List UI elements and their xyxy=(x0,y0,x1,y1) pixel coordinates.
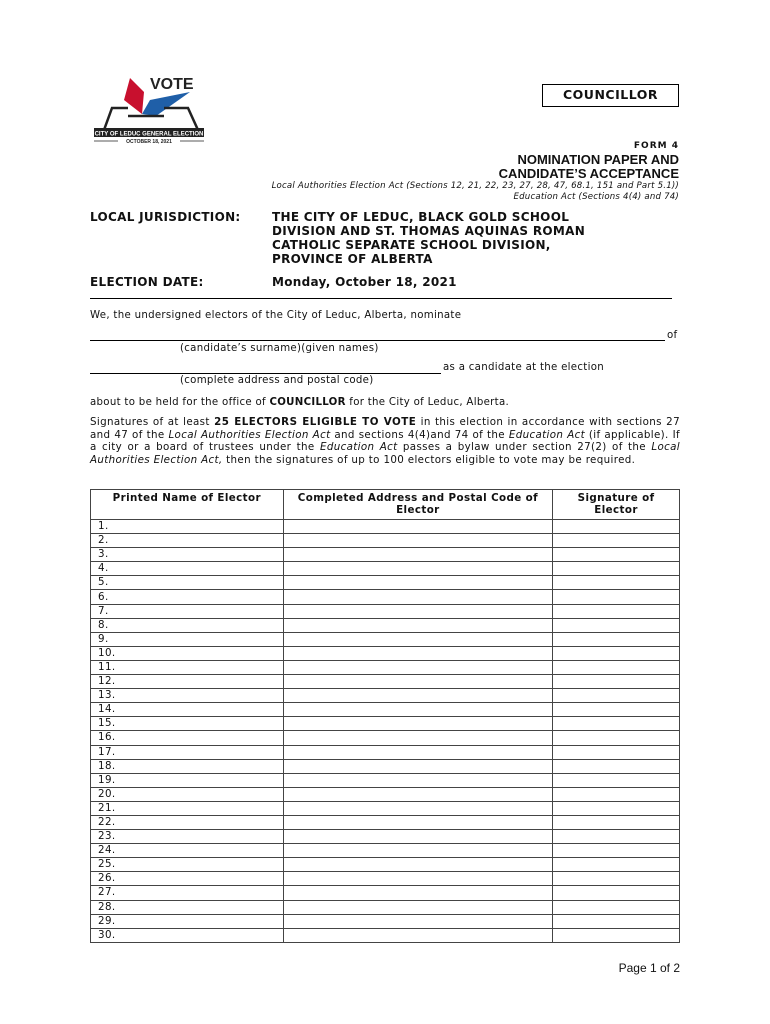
form-type-box: COUNCILLOR xyxy=(542,84,679,107)
table-row xyxy=(91,703,680,717)
address-cell[interactable] xyxy=(283,872,553,886)
jurisdiction-line: CATHOLIC SEPARATE SCHOOL DIVISION, xyxy=(272,238,551,252)
address-cell[interactable] xyxy=(283,717,553,731)
signature-cell[interactable] xyxy=(553,548,680,562)
address-cell[interactable] xyxy=(283,534,553,548)
address-cell[interactable] xyxy=(283,759,553,773)
header-signature: Signature of Elector xyxy=(553,490,680,520)
table-row xyxy=(91,675,680,689)
logo-vote-text: VOTE xyxy=(150,76,194,93)
signature-cell[interactable] xyxy=(553,731,680,745)
table-row xyxy=(91,914,680,928)
address-cell[interactable] xyxy=(283,618,553,632)
act-reference-line-2: Education Act (Sections 4(4) and 74) xyxy=(513,192,679,202)
address-cell[interactable] xyxy=(283,787,553,801)
printed-name-cell[interactable]: 8. xyxy=(91,618,284,632)
printed-name-cell[interactable]: 19. xyxy=(91,773,284,787)
printed-name-cell[interactable]: 18. xyxy=(91,759,284,773)
address-caption: (complete address and postal code) xyxy=(180,375,374,386)
address-cell[interactable] xyxy=(283,689,553,703)
signature-cell[interactable] xyxy=(553,830,680,844)
address-cell[interactable] xyxy=(283,801,553,815)
signature-cell[interactable] xyxy=(553,773,680,787)
office-statement: about to be held for the office of COUNCILLOR for the City of Leduc, Alberta. xyxy=(90,397,510,408)
table-row xyxy=(91,830,680,844)
printed-name-cell[interactable]: 16. xyxy=(91,731,284,745)
logo-date-text: OCTOBER 18, 2021 xyxy=(126,139,172,145)
jurisdiction-line: DIVISION AND ST. THOMAS AQUINAS ROMAN xyxy=(272,224,586,238)
jurisdiction-line: THE CITY OF LEDUC, BLACK GOLD SCHOOL xyxy=(272,210,570,224)
signature-cell[interactable] xyxy=(553,632,680,646)
table-row xyxy=(91,745,680,759)
signature-cell[interactable] xyxy=(553,928,680,942)
form-title-line-1: NOMINATION PAPER AND xyxy=(517,152,679,167)
printed-name-cell[interactable]: 1. xyxy=(91,520,284,534)
signature-cell[interactable] xyxy=(553,787,680,801)
signature-cell[interactable] xyxy=(553,590,680,604)
act-reference-line-1: Local Authorities Election Act (Sections 12, 21, 22, 23, 27, 28, 47, 68.1, 151 and Part 5.1)) xyxy=(271,181,679,191)
signature-cell[interactable] xyxy=(553,717,680,731)
table-row xyxy=(91,548,680,562)
candidate-name-line[interactable] xyxy=(90,340,665,341)
printed-name-cell[interactable]: 9. xyxy=(91,632,284,646)
table-row xyxy=(91,928,680,942)
address-cell[interactable] xyxy=(283,604,553,618)
section-divider xyxy=(90,298,672,299)
signature-cell[interactable] xyxy=(553,520,680,534)
address-cell[interactable] xyxy=(283,632,553,646)
address-cell[interactable] xyxy=(283,844,553,858)
printed-name-cell[interactable]: 25. xyxy=(91,858,284,872)
signature-cell[interactable] xyxy=(553,576,680,590)
table-row xyxy=(91,689,680,703)
signature-cell[interactable] xyxy=(553,604,680,618)
table-row xyxy=(91,773,680,787)
printed-name-cell[interactable]: 2. xyxy=(91,534,284,548)
table-row xyxy=(91,632,680,646)
signature-cell[interactable] xyxy=(553,815,680,829)
signature-cell[interactable] xyxy=(553,801,680,815)
table-row xyxy=(91,618,680,632)
printed-name-cell[interactable]: 27. xyxy=(91,886,284,900)
printed-name-cell[interactable]: 4. xyxy=(91,562,284,576)
table-row xyxy=(91,886,680,900)
page-number: Page 1 of 2 xyxy=(618,961,680,975)
table-row xyxy=(91,815,680,829)
table-row xyxy=(91,660,680,674)
address-cell[interactable] xyxy=(283,815,553,829)
signature-cell[interactable] xyxy=(553,900,680,914)
printed-name-cell[interactable]: 14. xyxy=(91,703,284,717)
printed-name-cell[interactable]: 15. xyxy=(91,717,284,731)
printed-name-cell[interactable]: 20. xyxy=(91,787,284,801)
table-row xyxy=(91,844,680,858)
address-cell[interactable] xyxy=(283,562,553,576)
signature-cell[interactable] xyxy=(553,675,680,689)
form-title xyxy=(499,153,679,181)
address-cell[interactable] xyxy=(283,773,553,787)
signature-cell[interactable] xyxy=(553,886,680,900)
address-cell[interactable] xyxy=(283,830,553,844)
printed-name-cell[interactable]: 23. xyxy=(91,830,284,844)
city-of-leduc-vote-logo xyxy=(90,70,208,148)
jurisdiction-line: PROVINCE OF ALBERTA xyxy=(272,252,433,266)
table-row xyxy=(91,801,680,815)
signature-cell[interactable] xyxy=(553,872,680,886)
candidate-address-line[interactable] xyxy=(90,373,441,374)
signature-cell[interactable] xyxy=(553,914,680,928)
address-cell[interactable] xyxy=(283,900,553,914)
signature-cell[interactable] xyxy=(553,562,680,576)
address-cell[interactable] xyxy=(283,928,553,942)
elector-signature-table xyxy=(90,489,680,943)
signature-cell[interactable] xyxy=(553,759,680,773)
signature-requirement-paragraph: Signatures of at least 25 ELECTORS ELIGIBLE TO VOTE in this election in accordance with sections 27 and 47 of the Local Authorities Election Act and sections 4(4)and 74 of the Education Act (if applicable). If a city or a board of trustees under the Education Act passes a bylaw under section 27(2) of the Local Authorities Election Act, then the signatures of up to 100 electors eligible to vote may be required. xyxy=(90,416,680,466)
printed-name-cell[interactable]: 17. xyxy=(91,745,284,759)
nomination-intro: We, the undersigned electors of the City of Leduc, Alberta, nominate xyxy=(90,310,462,321)
table-row xyxy=(91,731,680,745)
printed-name-cell[interactable]: 21. xyxy=(91,801,284,815)
address-cell[interactable] xyxy=(283,548,553,562)
table-row xyxy=(91,717,680,731)
as-candidate-text: as a candidate at the election xyxy=(443,362,604,373)
signature-cell[interactable] xyxy=(553,534,680,548)
printed-name-cell[interactable]: 30. xyxy=(91,928,284,942)
header-printed-name: Printed Name of Elector xyxy=(91,490,284,520)
printed-name-cell[interactable]: 3. xyxy=(91,548,284,562)
printed-name-cell[interactable]: 26. xyxy=(91,872,284,886)
address-cell[interactable] xyxy=(283,520,553,534)
address-cell[interactable] xyxy=(283,886,553,900)
election-date-value: Monday, October 18, 2021 xyxy=(272,275,457,289)
table-row xyxy=(91,562,680,576)
printed-name-cell[interactable]: 6. xyxy=(91,590,284,604)
printed-name-cell[interactable]: 11. xyxy=(91,660,284,674)
printed-name-cell[interactable]: 7. xyxy=(91,604,284,618)
table-header-row xyxy=(91,490,680,520)
printed-name-cell[interactable]: 13. xyxy=(91,689,284,703)
signature-cell[interactable] xyxy=(553,646,680,660)
candidate-name-caption: (candidate’s surname)(given names) xyxy=(180,343,379,354)
form-number: FORM 4 xyxy=(633,141,679,151)
printed-name-cell[interactable]: 5. xyxy=(91,576,284,590)
jurisdiction-label: LOCAL JURISDICTION: xyxy=(90,210,241,224)
printed-name-cell[interactable]: 28. xyxy=(91,900,284,914)
table-row xyxy=(91,604,680,618)
act-reference xyxy=(272,181,679,203)
table-row xyxy=(91,576,680,590)
table-row xyxy=(91,759,680,773)
election-date-label: ELECTION DATE: xyxy=(90,275,204,289)
signature-cell[interactable] xyxy=(553,660,680,674)
table-row xyxy=(91,858,680,872)
form-title-line-2: CANDIDATE’S ACCEPTANCE xyxy=(498,166,679,181)
signature-cell[interactable] xyxy=(553,689,680,703)
table-row xyxy=(91,520,680,534)
printed-name-cell[interactable]: 22. xyxy=(91,815,284,829)
signature-cell[interactable] xyxy=(553,703,680,717)
address-cell[interactable] xyxy=(283,646,553,660)
address-cell[interactable] xyxy=(283,675,553,689)
header-address: Completed Address and Postal Code of Elector xyxy=(283,490,553,520)
address-cell[interactable] xyxy=(283,914,553,928)
address-cell[interactable] xyxy=(283,858,553,872)
address-cell[interactable] xyxy=(283,590,553,604)
signature-cell[interactable] xyxy=(553,844,680,858)
of-text: of xyxy=(667,330,678,341)
signature-cell[interactable] xyxy=(553,858,680,872)
address-cell[interactable] xyxy=(283,745,553,759)
table-row xyxy=(91,590,680,604)
table-row xyxy=(91,787,680,801)
table-row xyxy=(91,872,680,886)
office-name: COUNCILLOR xyxy=(269,397,346,408)
table-row xyxy=(91,646,680,660)
address-cell[interactable] xyxy=(283,576,553,590)
logo-banner-text: CITY OF LEDUC GENERAL ELECTION xyxy=(94,131,204,138)
signature-cell[interactable] xyxy=(553,618,680,632)
printed-name-cell[interactable]: 24. xyxy=(91,844,284,858)
address-cell[interactable] xyxy=(283,660,553,674)
table-row xyxy=(91,534,680,548)
signature-cell[interactable] xyxy=(553,745,680,759)
logo-blue-shape xyxy=(142,92,190,116)
printed-name-cell[interactable]: 12. xyxy=(91,675,284,689)
address-cell[interactable] xyxy=(283,703,553,717)
jurisdiction-value xyxy=(272,210,652,266)
printed-name-cell[interactable]: 10. xyxy=(91,646,284,660)
address-cell[interactable] xyxy=(283,731,553,745)
table-row xyxy=(91,900,680,914)
printed-name-cell[interactable]: 29. xyxy=(91,914,284,928)
